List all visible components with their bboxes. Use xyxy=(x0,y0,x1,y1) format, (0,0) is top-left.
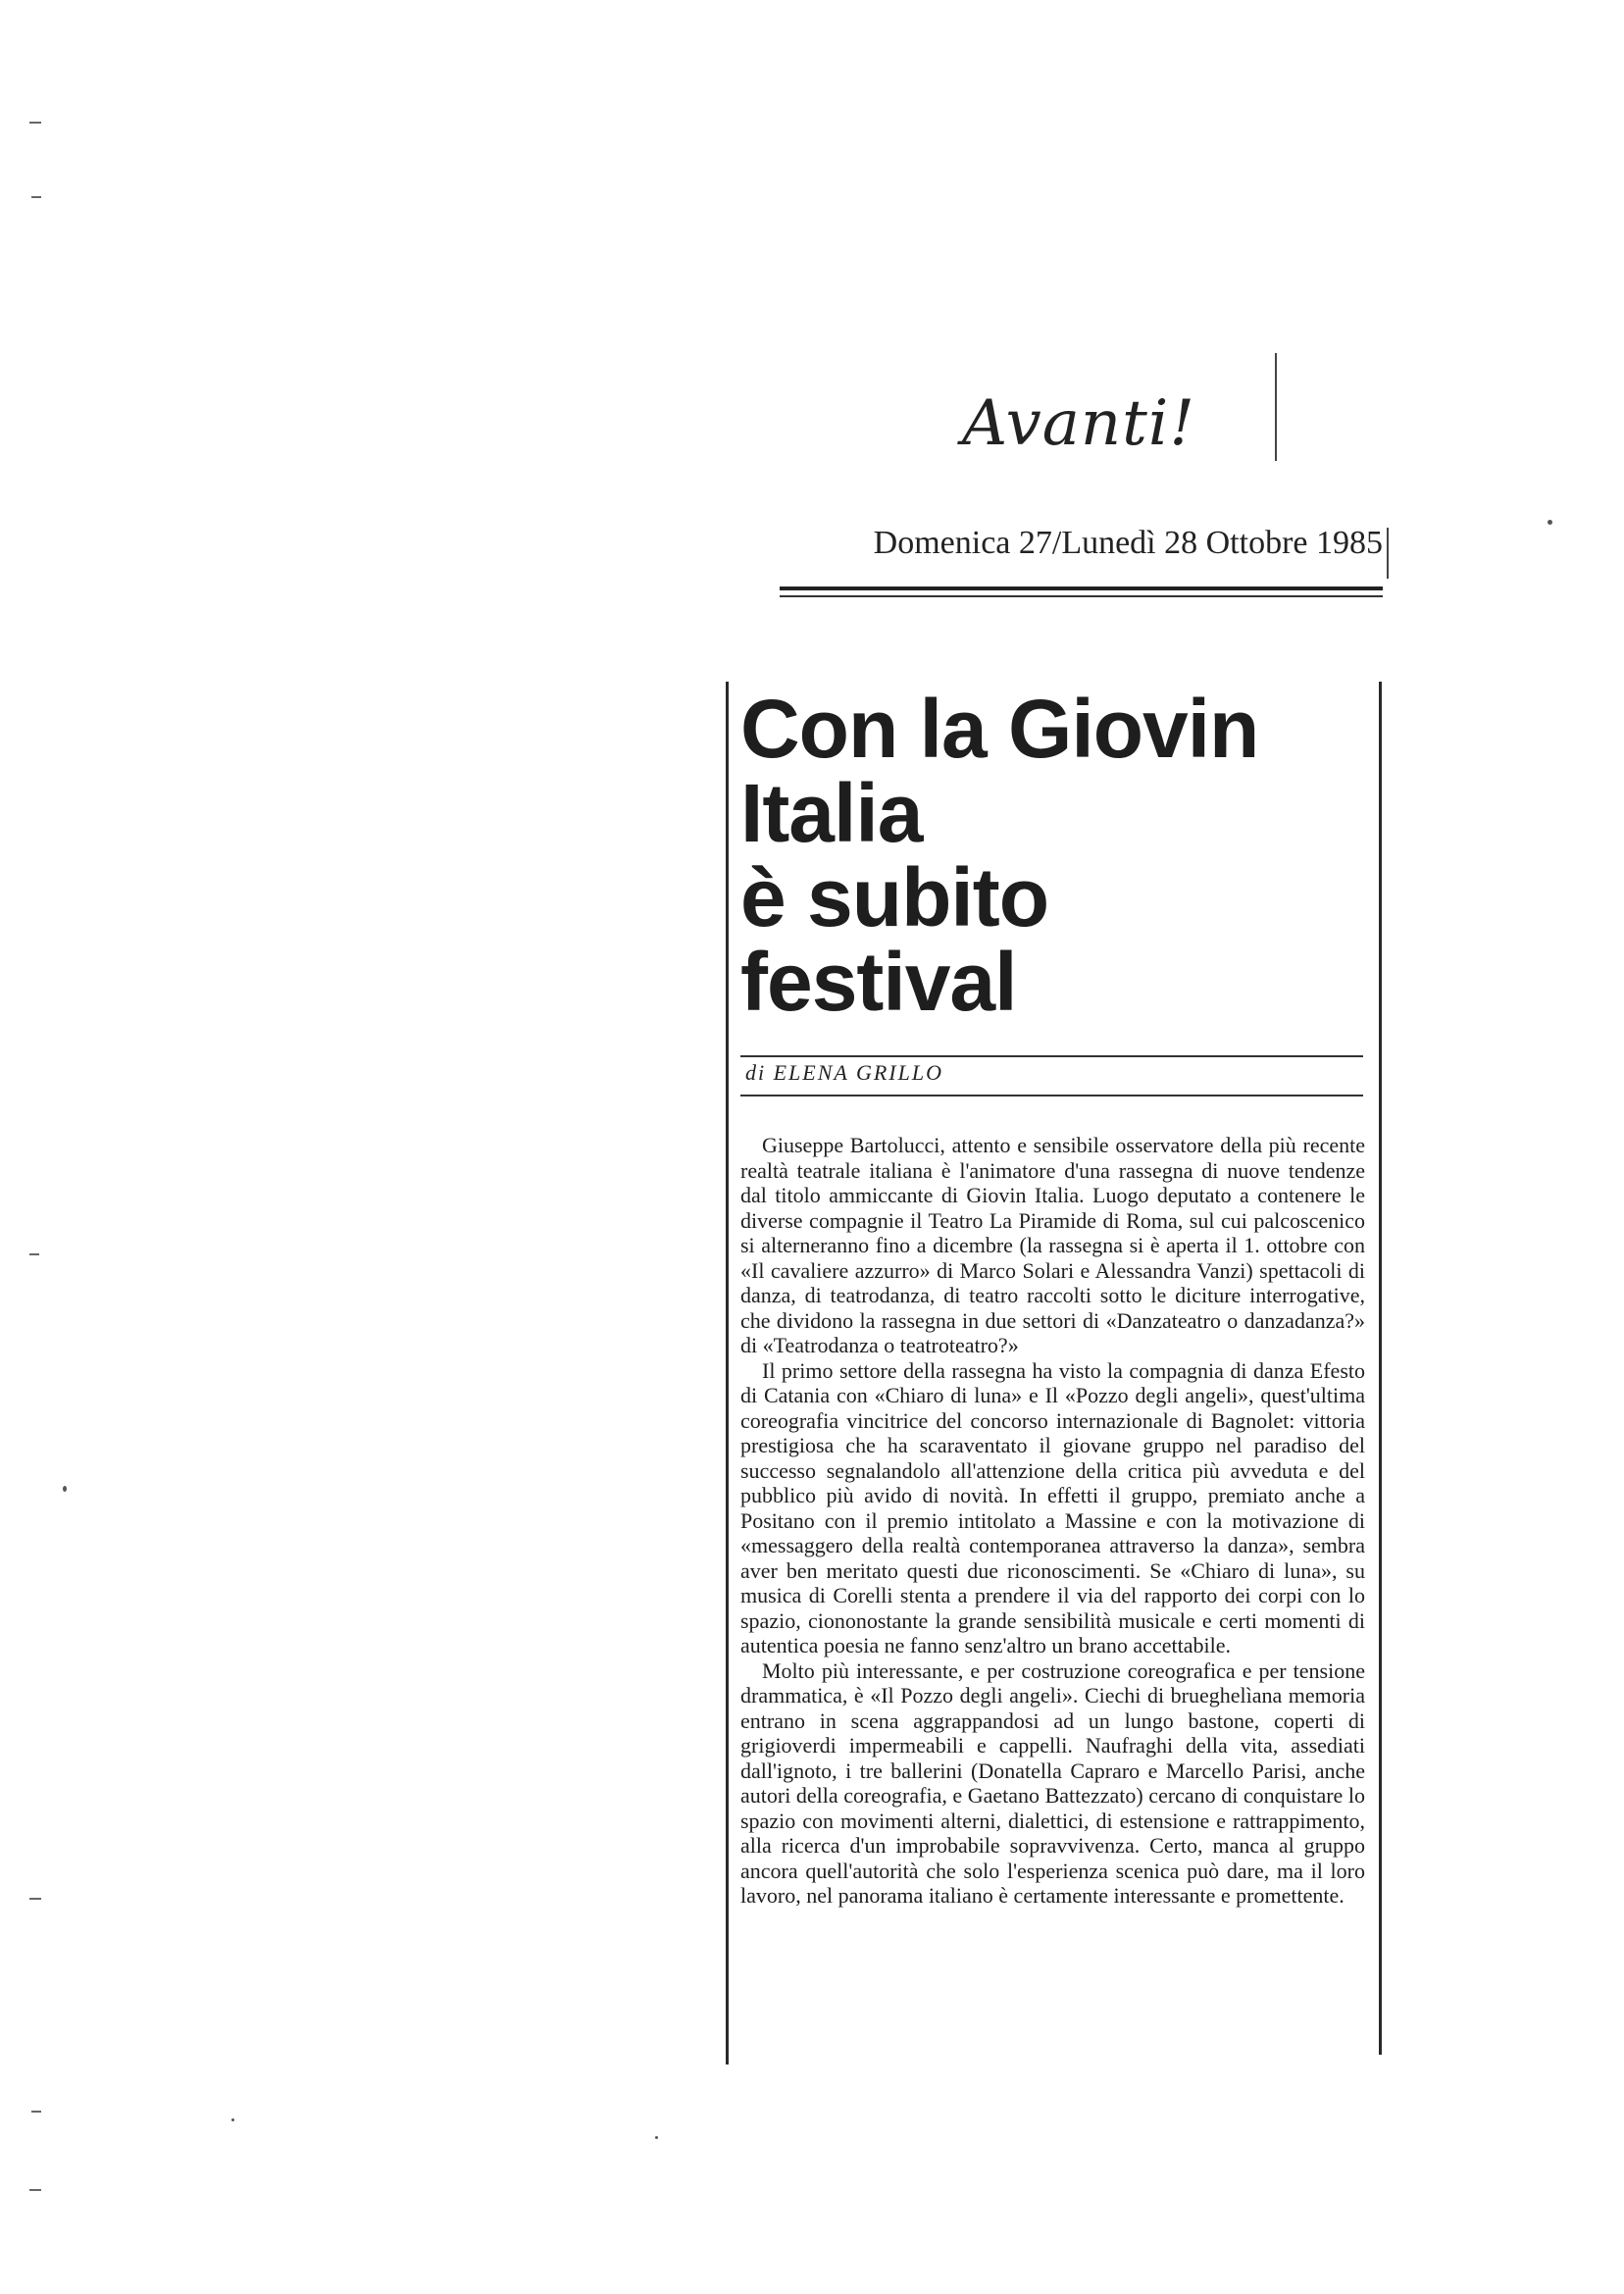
scan-mark xyxy=(29,2189,41,2191)
masthead-side-rule xyxy=(1275,353,1277,461)
article-headline xyxy=(740,683,1368,1028)
newspaper-masthead: Avanti! xyxy=(961,387,1196,460)
article-body xyxy=(740,1133,1365,1909)
scan-speck xyxy=(63,1486,67,1492)
article-left-border xyxy=(726,682,729,2065)
headline-line: Con la Giovin xyxy=(740,683,1259,775)
scan-mark xyxy=(31,196,41,198)
byline-rule-top xyxy=(740,1055,1363,1057)
scan-speck xyxy=(231,2118,234,2121)
scan-mark xyxy=(29,1253,39,1255)
headline-line: festival xyxy=(740,936,1017,1028)
scan-mark xyxy=(29,122,41,124)
scan-speck xyxy=(1548,520,1552,525)
header-rule-thin xyxy=(780,595,1383,597)
scan-mark xyxy=(31,2111,41,2113)
article-right-border xyxy=(1379,682,1382,2055)
headline-line: è subito xyxy=(740,851,1049,943)
dateline: Domenica 27/Lunedì 28 Ottobre 1985 xyxy=(873,525,1383,561)
article-paragraph: Giuseppe Bartolucci, attento e sensibile osservatore della più recente realtà teatrale italiana è l'animatore d'una rassegna di nuove tendenze dal titolo ammiccante di Giovin Italia. Luogo deputato a contenere le diverse compagnie il Teatro La Piramide di Roma, sul cui palcoscenico si alterneranno fino a dicembre (la rassegna si è aperta il 1. ottobre con «Il cavaliere azzurro» di Marco Solari e Alessandra Vanzi) spettacoli di danza, di teatrodanza, di teatro raccolti sotto le diciture interrogative, che dividono la rassegna in due settori di «Danzateatro o danzadanza?» di «Teatrodanza o teatroteatro?» xyxy=(740,1133,1365,1357)
scan-speck xyxy=(655,2136,658,2139)
article-paragraph: Molto più interessante, e per costruzione coreografica e per tensione drammatica, è «Il Pozzo degli angeli». Ciechi di brueghelìana memoria entrano in scena aggrappandosi ad un lungo bastone, coperti di grigioverdi impermeabili e cappelli. Naufraghi della vita, assediati dall'ignoto, i tre ballerini (Donatella Capraro e Marcello Parisi, anche autori della coreografia, e Gaetano Battezzato) cercano di conquistare lo spazio con movimenti alterni, dialettici, di estensione e rattrappimento, alla ricerca d'un improbabile sopravvivenza. Certo, manca al gruppo ancora quell'autorità che solo l'esperienza scenica può dare, ma il loro lavoro, nel panorama italiano è certamente interessante e promettente. xyxy=(740,1657,1365,1908)
header-rule-thick xyxy=(780,586,1383,590)
article-paragraph: Il primo settore della rassegna ha visto la compagnia di danza Efesto di Catania con «Chiaro di luna» e Il «Pozzo degli angeli», quest'ultima coreografia vincitrice del concorso internazionale di Bagnolet: vittoria prestigiosa che ha scaraventato il giovane gruppo nel paradiso del successo segnalandolo all'attenzione della critica più avveduta e del pubblico più avido di novità. In effetti il gruppo, premiato anche a Positano con il premio intitolato a Massine e con la motivazione di «messaggero della realtà contemporanea attraverso la danza», sembra aver ben meritato questi due riconoscimenti. Se «Chiaro di luna», su musica di Corelli stenta a prendere il via del rapporto dei corpi con lo spazio, ciononostante la grande sensibilità musicale e certi momenti di autentica poesia ne fanno senz'altro un brano accettabile. xyxy=(740,1357,1365,1657)
dateline-side-rule xyxy=(1387,528,1389,579)
article-byline: di ELENA GRILLO xyxy=(745,1060,943,1085)
headline-line: Italia xyxy=(740,767,923,859)
byline-rule-bottom xyxy=(740,1095,1363,1096)
scan-mark xyxy=(29,1898,41,1900)
